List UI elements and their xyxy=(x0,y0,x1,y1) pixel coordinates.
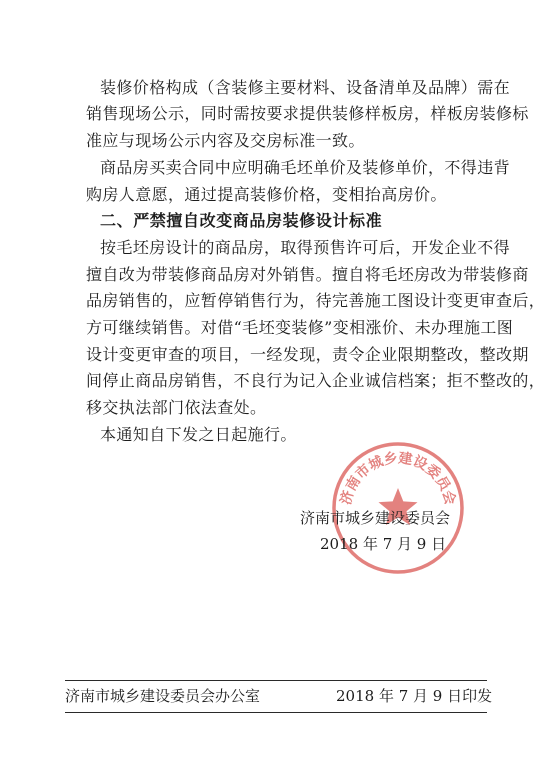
body-line: 方可继续销售。对借“毛坯变装修”变相涨价、未办理施工图 xyxy=(86,318,514,337)
body-line: 装修价格构成（含装修主要材料、设备清单及品牌）需在 xyxy=(100,78,511,97)
body-line: 间停止商品房销售，不良行为记入企业诚信档案；拒不整改的， xyxy=(86,371,546,390)
body-line: 准应与现场公示内容及交房标准一致。 xyxy=(86,131,365,150)
body-line: 商品房买卖合同中应明确毛坯单价及装修单价，不得违背 xyxy=(100,158,511,177)
body-line: 购房人意愿，通过提高装修价格，变相抬高房价。 xyxy=(86,185,447,204)
body-line: 按毛坯房设计的商品房，取得预售许可后，开发企业不得 xyxy=(100,238,511,257)
section-heading: 二、严禁擅自改变商品房装修设计标准 xyxy=(100,211,383,230)
footer-issuer: 济南市城乡建设委员会办公室 xyxy=(65,687,261,705)
footer-issue-date: 2018 年 7 月 9 日印发 xyxy=(336,687,493,705)
footer-rule-top xyxy=(65,680,487,681)
seal-text: 济南市城乡建设委员会 xyxy=(338,450,458,507)
body-line: 设计变更审查的项目，一经发现，责令企业限期整改，整改期 xyxy=(86,345,529,364)
body-line: 本通知自下发之日起施行。 xyxy=(100,425,297,444)
body-line: 擅自改为带装修商品房对外销售。擅自将毛坯房改为带装修商 xyxy=(86,265,529,284)
footer-rule-bottom xyxy=(65,712,487,713)
body-line: 移交执法部门依法查处。 xyxy=(86,398,267,417)
signature-org: 济南市城乡建设委员会 xyxy=(300,509,451,527)
body-line: 品房销售的，应暂停销售行为，待完善施工图设计变更审查后， xyxy=(86,291,546,310)
body-line: 销售现场公示，同时需按要求提供装修样板房，样板房装修标 xyxy=(86,104,529,123)
signature-date: 2018 年 7 月 9 日 xyxy=(320,535,447,553)
